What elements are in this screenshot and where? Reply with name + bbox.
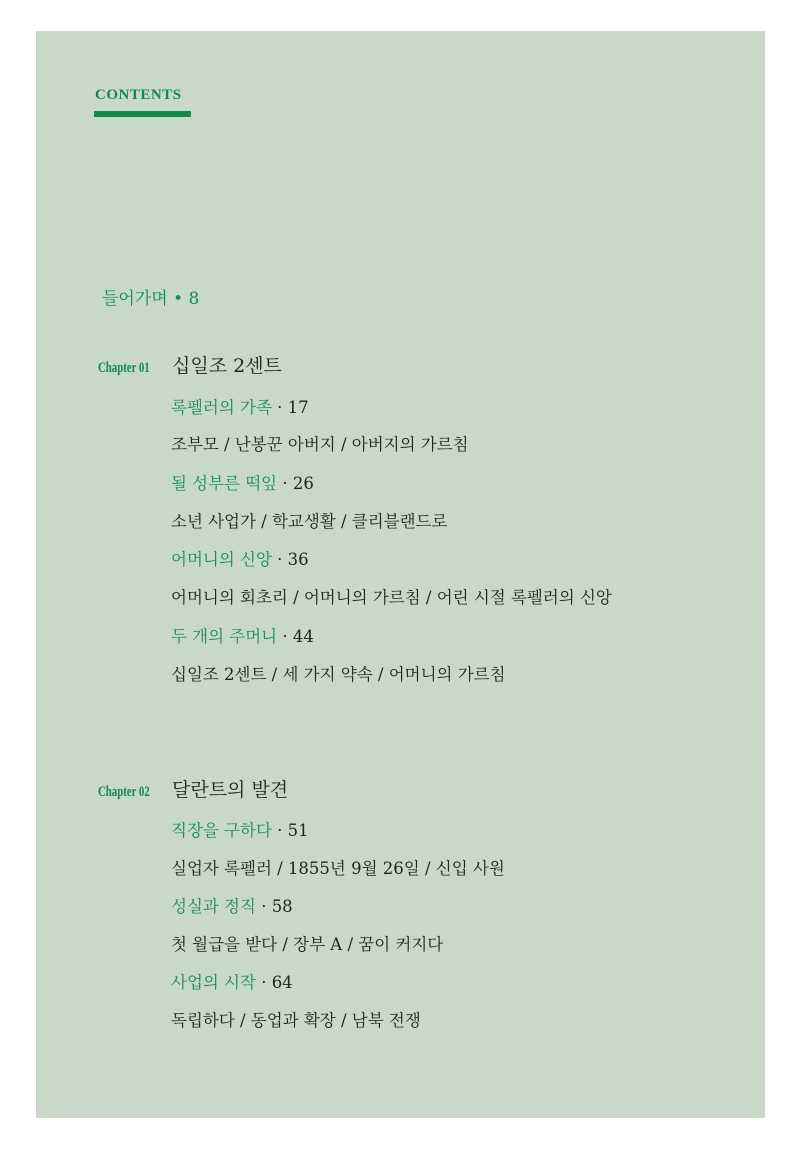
- section-title: 성실과 정직: [171, 897, 256, 916]
- section-entry: [171, 893, 293, 917]
- chapter-heading: [98, 351, 282, 378]
- section-page: · 26: [277, 474, 314, 493]
- subsection-list: 첫 월급을 받다 / 장부 A / 꿈이 커지다: [171, 935, 444, 954]
- contents-heading: CONTENTS: [95, 87, 182, 103]
- section-page: · 44: [277, 627, 314, 646]
- section-title: 직장을 구하다: [171, 821, 272, 840]
- heading-underline: [94, 111, 191, 117]
- subsection-list: 실업자 록펠러 / 1855년 9월 26일 / 신입 사원: [171, 859, 505, 878]
- chapter-title: 달란트의 발견: [172, 779, 289, 801]
- section-entry: [171, 817, 309, 841]
- intro-entry: 들어가며 • 8: [102, 289, 200, 309]
- section-page: · 17: [271, 398, 309, 417]
- subsection-list: 소년 사업가 / 학교생활 / 클리블랜드로: [171, 512, 448, 531]
- section-entry: [171, 969, 293, 993]
- subsection-list: 독립하다 / 동업과 확장 / 남북 전쟁: [171, 1011, 421, 1030]
- subsection-list: 조부모 / 난봉꾼 아버지 / 아버지의 가르침: [171, 435, 469, 454]
- section-entry: [171, 470, 314, 494]
- section-title: 될 성부른 떡잎: [171, 474, 278, 493]
- section-title: 록펠러의 가족: [171, 398, 272, 417]
- section-page: · 58: [255, 897, 293, 916]
- book-page: [36, 31, 765, 1118]
- section-page: · 36: [271, 550, 309, 569]
- section-entry: [171, 546, 309, 570]
- section-title: 어머니의 신앙: [171, 550, 272, 569]
- subsection-list: 십일조 2센트 / 세 가지 약속 / 어머니의 가르침: [171, 665, 506, 684]
- chapter-heading: [98, 775, 288, 802]
- chapter-title: 십일조 2센트: [172, 355, 282, 377]
- section-title: 두 개의 주머니: [171, 627, 278, 646]
- section-page: · 51: [271, 821, 309, 840]
- section-page: · 64: [255, 973, 293, 992]
- chapter-label: Chapter 02: [98, 784, 150, 800]
- chapter-label: Chapter 01: [98, 360, 150, 376]
- section-entry: [171, 623, 314, 647]
- section-entry: [171, 394, 309, 418]
- subsection-list: 어머니의 회초리 / 어머니의 가르침 / 어린 시절 록펠러의 신앙: [171, 588, 612, 607]
- section-title: 사업의 시작: [171, 973, 256, 992]
